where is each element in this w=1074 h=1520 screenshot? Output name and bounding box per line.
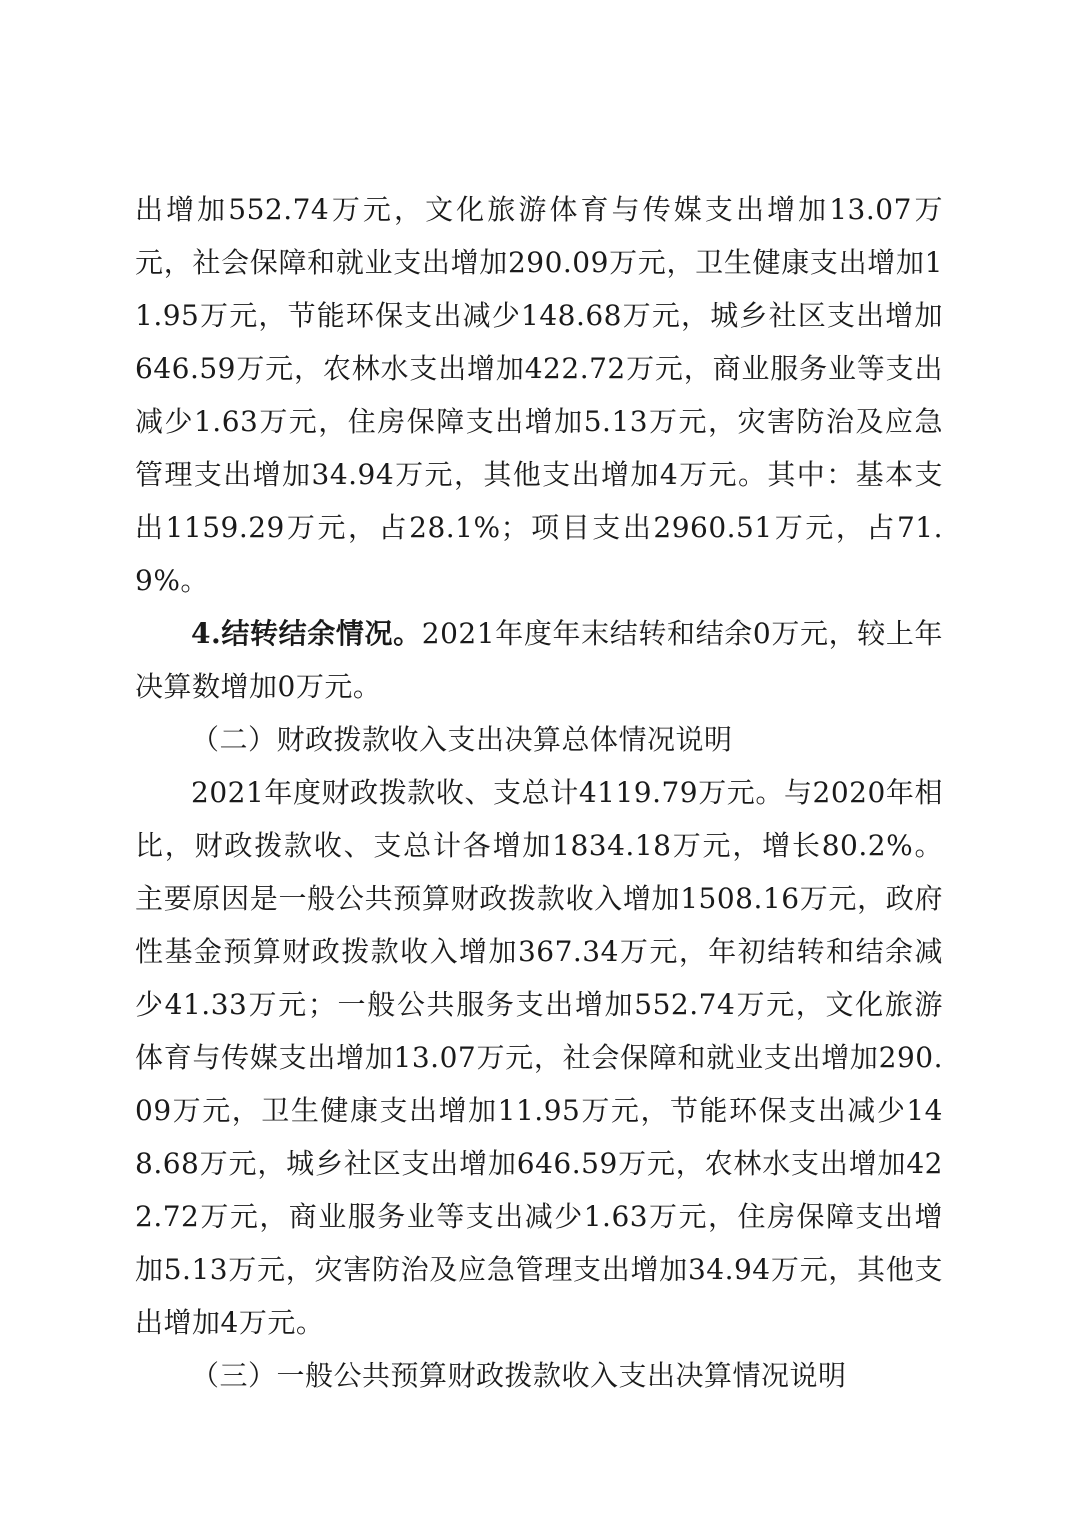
carryover-body: 2021年度年末结转和结余0万元，较上年决算数增加0万元。 bbox=[135, 617, 943, 703]
section-heading-3: （三）一般公共预算财政拨款收入支出决算情况说明 bbox=[191, 1359, 847, 1392]
paragraph-carryover bbox=[135, 607, 943, 713]
paragraph-expenditure-changes: 出增加552.74万元，文化旅游体育与传媒支出增加13.07万元，社会保障和就业支出增加290.09万元，卫生健康支出增加11.95万元，节能环保支出减少148.68万元，城乡社区支出增加646.59万元，农林水支出增加422.72万元，商业服务业等支出减少1.63万元，住房保障支出增加5.13万元，灾害防治及应急管理支出增加34.94万元，其他支出增加4万元。其中：基本支出1159.29万元，占28.1%；项目支出2960.51万元，占71.9%。 bbox=[135, 193, 943, 597]
document-body bbox=[135, 183, 943, 1402]
paragraph-fiscal-overview: 2021年度财政拨款收、支总计4119.79万元。与2020年相比，财政拨款收、支总计各增加1834.18万元，增长80.2%。主要原因是一般公共预算财政拨款收入增加1508.16万元，政府性基金预算财政拨款收入增加367.34万元，年初结转和结余减少41.33万元；一般公共服务支出增加552.74万元，文化旅游体育与传媒支出增加13.07万元，社会保障和就业支出增加290.09万元，卫生健康支出增加11.95万元，节能环保支出减少148.68万元，城乡社区支出增加646.59万元，农林水支出增加422.72万元，商业服务业等支出减少1.63万元，住房保障支出增加5.13万元，灾害防治及应急管理支出增加34.94万元，其他支出增加4万元。 bbox=[135, 776, 943, 1339]
carryover-lead: 4.结转结余情况。 bbox=[191, 617, 422, 650]
section-heading-2: （二）财政拨款收入支出决算总体情况说明 bbox=[191, 723, 733, 756]
